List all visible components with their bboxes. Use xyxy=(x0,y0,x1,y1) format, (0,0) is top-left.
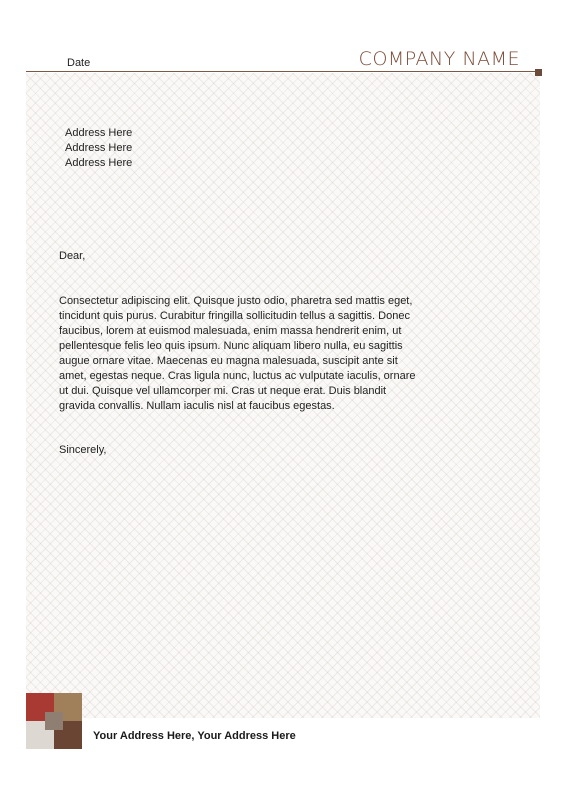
header-divider xyxy=(26,71,538,72)
date-label: Date xyxy=(67,57,91,69)
address-line: Address Here xyxy=(65,157,133,169)
letter-body: Consectetur adipiscing elit. Quisque justo odio, pharetra sed mattis eget, tincidunt quis purus. Curabitur fringilla sollicitudin tellus a sagittis. Donec faucibus, lorem at euismod malesuada, enim massa hendrerit enim, ut pellentesque felis leo quis ipsum. Nunc aliquam libero nulla, eu sagittis augue ornare vitae. Maecenas eu magna malesuada, suscipit ante sit amet, egestas neque. Cras ligula nunc, luctus ac vulputate iaculis, ornare ut dui. Quisque vel ullamcorper mi. Cras ut neque erat. Duis blandit gravida convallis. Nullam iaculis nisl at faucibus egestas. xyxy=(59,295,416,412)
company-name: COMPANY NAME xyxy=(358,48,520,70)
address-line: Address Here xyxy=(65,127,133,139)
address-line: Address Here xyxy=(65,142,133,154)
logo-square-center xyxy=(45,712,63,730)
header-accent-square xyxy=(535,69,542,76)
recipient-address-block xyxy=(65,126,132,171)
footer-address: Your Address Here, Your Address Here xyxy=(93,730,296,742)
closing: Sincerely, xyxy=(59,444,107,456)
salutation: Dear, xyxy=(59,250,86,262)
company-logo xyxy=(26,693,82,749)
